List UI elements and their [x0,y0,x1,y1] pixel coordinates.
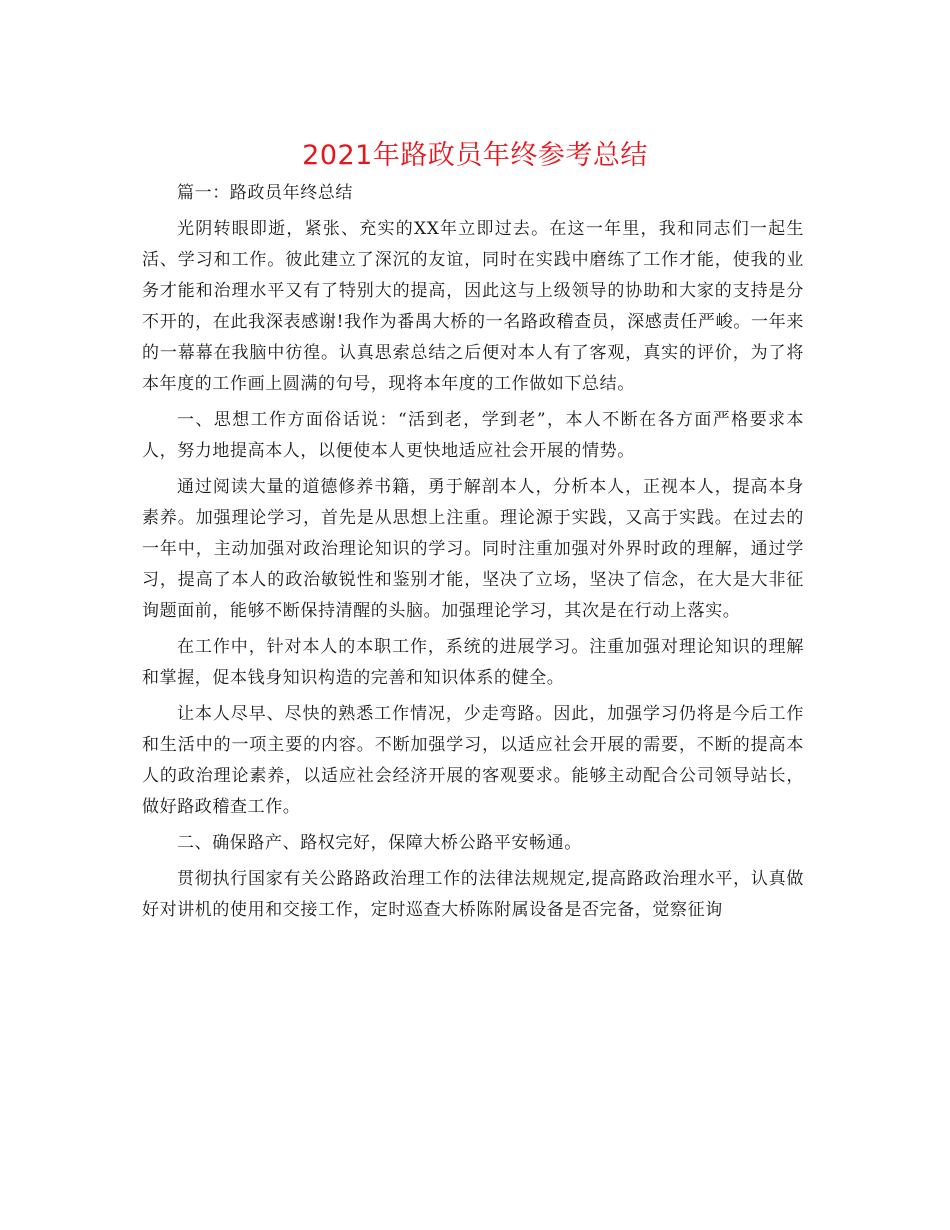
paragraph: 通过阅读大量的道德修养书籍，勇于解剖本人，分析本人，正视本人，提高本身素养。加强理论学习，首先是从思想上注重。理论源于实践，又高于实践。在过去的一年中，主动加强对政治理论知识的学习。同时注重加强对外界时政的理解，通过学习，提高了本人的政治敏锐性和鉴别才能，坚决了立场，坚决了信念，在大是大非征询题面前，能够不断保持清醒的头脑。加强理论学习，其次是在行动上落实。 [142,477,804,621]
document-title: 2021年路政员年终参考总结 [302,140,648,171]
paragraph: 光阴转眼即逝，紧张、充实的XX年立即过去。在这一年里，我和同志们一起生活、学习和工作。彼此建立了深沉的友谊，同时在实践中磨练了工作才能，使我的业务才能和治理水平又有了特别大的提高，因此这与上级领导的协助和大家的支持是分不开的，在此我深表感谢!我作为番禺大桥的一名路政稽查员，深感责任严峻。一年来的一幕幕在我脑中彷徨。认真思索总结之后便对本人有了客观，真实的评价，为了将本年度的工作画上圆满的句号，现将本年度的工作做如下总结。 [142,219,804,394]
paragraph: 篇一：路政员年终总结 [177,183,353,203]
paragraph: 一、思想工作方面俗话说：“活到老，学到老”，本人不断在各方面严格要求本人，努力地提高本人，以便使本人更快地适应社会开展的情势。 [142,410,804,461]
paragraph: 二、确保路产、路权完好，保障大桥公路平安畅通。 [177,833,582,853]
document-body [142,178,804,926]
paragraph: 贯彻执行国家有关公路路政治理工作的法律法规规定,提高路政治理水平，认真做好对讲机的使用和交接工作，定时巡查大桥陈附属设备是否完备，觉察征询 [142,869,804,920]
paragraph: 在工作中，针对本人的本职工作，系统的进展学习。注重加强对理论知识的理解和掌握，促本钱身知识构造的完善和知识体系的健全。 [142,637,804,688]
paragraph: 让本人尽早、尽快的熟悉工作情况，少走弯路。因此，加强学习仍将是今后工作和生活中的一项主要的内容。不断加强学习，以适应社会开展的需要，不断的提高本人的政治理论素养，以适应社会经济开展的客观要求。能够主动配合公司领导站长，做好路政稽查工作。 [142,704,804,817]
